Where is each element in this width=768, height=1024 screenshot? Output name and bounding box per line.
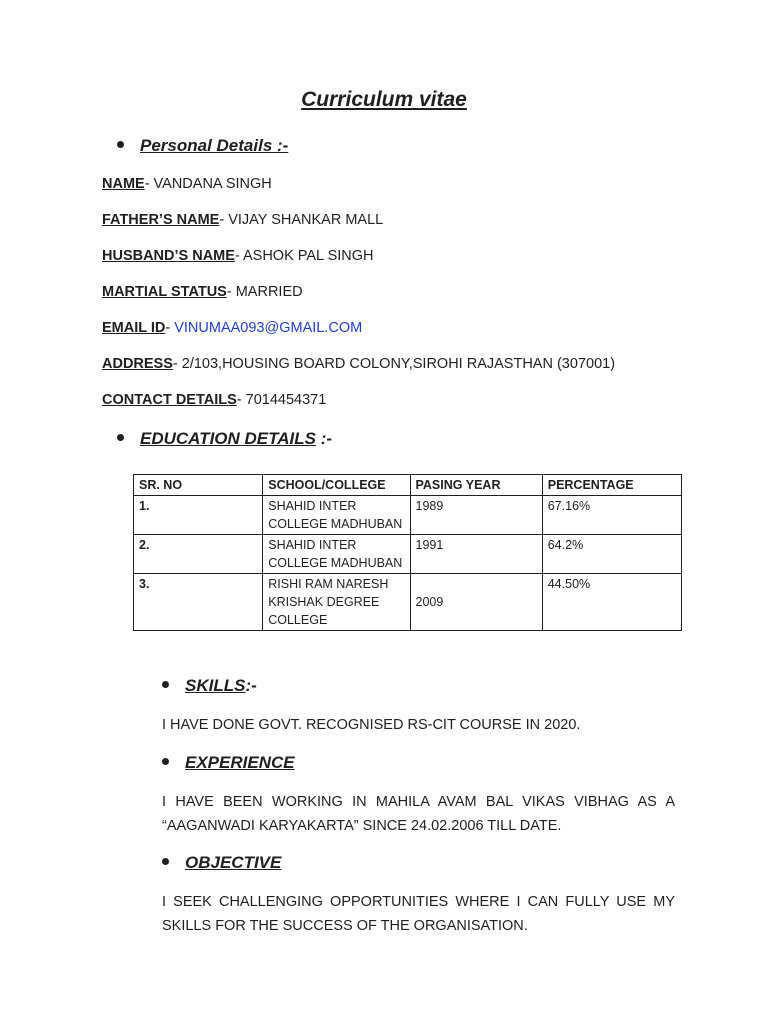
- objective-heading-text: OBJECTIVE: [185, 853, 282, 872]
- cell-school: RISHI RAM NARESH KRISHAK DEGREE COLLEGE: [263, 574, 410, 631]
- field-label: CONTACT DETAILS: [102, 392, 237, 408]
- experience-heading-text: EXPERIENCE: [185, 753, 295, 772]
- cell-sr-no: 1.: [134, 496, 263, 535]
- field-contact: [102, 392, 326, 408]
- field-value: - 2/103,HOUSING BOARD COLONY,SIROHI RAJASTHAN (307001): [172, 356, 616, 372]
- field-value: - MARRIED: [226, 284, 303, 300]
- document-title: Curriculum vitae: [301, 88, 467, 111]
- experience-heading: [162, 753, 295, 773]
- table-row: [134, 535, 682, 574]
- cell-sr-no: 3.: [134, 574, 263, 631]
- field-separator: -: [165, 320, 175, 336]
- column-header: SCHOOL/COLLEGE: [263, 475, 410, 496]
- field-name: [102, 176, 272, 192]
- skills-text: I HAVE DONE GOVT. RECOGNISED RS-CIT COURSE IN 2020.: [162, 717, 581, 733]
- table-header-row: [134, 475, 682, 496]
- experience-text: I HAVE BEEN WORKING IN MAHILA AVAM BAL VIKAS VIBHAG AS A “AAGANWADI KARYAKARTA” SINCE 24.02.2006 TILL DATE.: [162, 794, 675, 834]
- column-header: PERCENTAGE: [542, 475, 681, 496]
- column-header: SR. NO: [134, 475, 263, 496]
- cell-year: 2009: [410, 574, 542, 631]
- skills-heading-suffix: :-: [245, 676, 257, 695]
- cell-sr-no: 2.: [134, 535, 263, 574]
- field-address: [102, 356, 615, 372]
- field-husbands-name: [102, 248, 374, 264]
- field-label: HUSBAND’S NAME: [102, 248, 235, 264]
- education-heading-suffix: :-: [315, 429, 333, 448]
- field-label: MARTIAL STATUS: [102, 284, 227, 300]
- cell-school: SHAHID INTER COLLEGE MADHUBAN: [263, 496, 410, 535]
- field-label: EMAIL ID: [102, 320, 166, 336]
- field-label: FATHER’S NAME: [102, 212, 220, 228]
- skills-heading: [162, 676, 257, 696]
- education-table: [133, 474, 682, 631]
- education-heading-text: EDUCATION DETAILS: [140, 429, 316, 448]
- field-label: ADDRESS: [102, 356, 173, 372]
- field-value: - 7014454371: [236, 392, 327, 408]
- field-marital-status: [102, 284, 303, 300]
- objective-heading: [162, 853, 281, 873]
- column-header: PASING YEAR: [410, 475, 542, 496]
- bullet-icon: [117, 141, 124, 148]
- table-row: [134, 574, 682, 631]
- objective-text: I SEEK CHALLENGING OPPORTUNITIES WHERE I CAN FULLY USE MY SKILLS FOR THE SUCCESS OF THE ORGANISATION.: [162, 894, 675, 934]
- field-label: NAME: [102, 176, 145, 192]
- email-link[interactable]: VINUMAA093@GMAIL.COM: [174, 320, 363, 336]
- bullet-icon: [162, 858, 169, 865]
- cell-year: 1991: [410, 535, 542, 574]
- bullet-icon: [162, 758, 169, 765]
- table-row: [134, 496, 682, 535]
- bullet-icon: [162, 681, 169, 688]
- education-heading: [117, 429, 332, 449]
- skills-heading-text: SKILLS: [185, 676, 246, 695]
- cell-percentage: 44.50%: [542, 574, 681, 631]
- field-email: [102, 320, 362, 336]
- bullet-icon: [117, 434, 124, 441]
- field-value: - ASHOK PAL SINGH: [234, 248, 374, 264]
- cell-percentage: 64.2%: [542, 535, 681, 574]
- cell-year: 1989: [410, 496, 542, 535]
- field-value: - VANDANA SINGH: [144, 176, 272, 192]
- field-fathers-name: [102, 212, 383, 228]
- personal-details-heading: [117, 136, 288, 156]
- cell-percentage: 67.16%: [542, 496, 681, 535]
- cell-school: SHAHID INTER COLLEGE MADHUBAN: [263, 535, 410, 574]
- field-value: - VIJAY SHANKAR MALL: [219, 212, 384, 228]
- personal-details-heading-text: Personal Details :-: [140, 136, 289, 155]
